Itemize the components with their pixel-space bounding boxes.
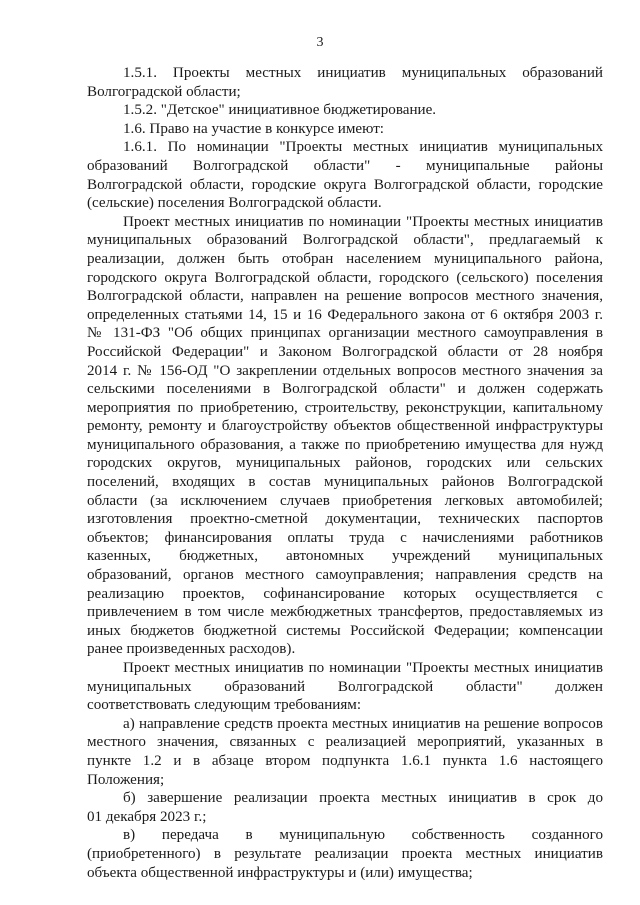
text-line: поселений, входящих в состав муниципальных районов Волгоградской (87, 474, 603, 491)
text-line: казенных, бюджетных, автономных учреждений муниципальных (87, 548, 603, 565)
text-line: сельскими поселениями в Волгоградской области" и должен содержать (87, 381, 603, 398)
text-line: 1.5.2. "Детское" инициативное бюджетирование. (123, 102, 437, 119)
text-line: Проект местных инициатив по номинации "Проекты местных инициатив (123, 660, 603, 676)
text-line: Российской Федерации" и Законом Волгоградской области от 28 ноября (87, 343, 603, 360)
paragraph-p8 (87, 789, 603, 826)
text-line: (сельские) поселения Волгоградской области. (87, 195, 382, 212)
text-line: Волгоградской области; (87, 83, 241, 100)
text-line: образований, органов местного самоуправления; направления средств на (87, 567, 603, 584)
text-line: объекта общественной инфраструктуры и (или) имущества; (87, 864, 473, 881)
text-line: а) направление средств проекта местных инициатив на решение вопросов (123, 715, 603, 732)
text-line: 01 декабря 2023 г.; (87, 808, 207, 825)
text-line: городского округа Волгоградской области, городского (сельского) поселения (87, 269, 603, 286)
text-line: мероприятия по приобретению, строительству, реконструкции, капитальному (87, 399, 603, 416)
text-line: муниципальных образований Волгоградской области" должен (87, 678, 603, 695)
text-line: (приобретенного) в результате реализации проекта местных инициатив (87, 845, 603, 862)
text-line: определенных статьями 14, 15 и 16 Федерального закона от 6 октября 2003 г. (87, 306, 603, 323)
text-line: ранее произведенных расходов). (87, 641, 296, 658)
text-line: б) завершение реализации проекта местных инициатив в срок до (123, 790, 603, 807)
document-body (87, 64, 603, 882)
paragraph-p5 (87, 213, 603, 659)
text-line: 1.5.1. Проекты местных инициатив муниципальных образований (123, 65, 603, 81)
text-line: реализацию проектов, софинансирование которых осуществляется с (87, 585, 603, 602)
text-line: соответствовать следующим требованиям: (87, 697, 362, 714)
text-line: 2014 г. № 156-ОД "О закреплении отдельных вопросов местного значения за (87, 362, 603, 379)
text-line: местного значения, связанных с реализацией мероприятий, указанных в (87, 734, 603, 751)
text-line: объектов; финансирования оплаты труда с начислениями работников (87, 529, 603, 546)
text-line: Проект местных инициатив по номинации "Проекты местных инициатив (123, 213, 603, 230)
paragraph-p1 (87, 64, 603, 101)
text-line: муниципальных образований Волгоградской области", предлагаемый к (87, 232, 603, 249)
text-line: образований Волгоградской области" - муниципальные районы (87, 157, 603, 174)
text-line: реализации, должен быть отобран населением муниципального района, (87, 250, 603, 267)
text-line: Волгоградской области, направлен на решение вопросов местного значения, (87, 288, 603, 305)
text-line: № 131-ФЗ "Об общих принципах организации местного самоуправления в (87, 325, 603, 342)
text-line: городских округов, муниципальных районов, городских или сельских (87, 455, 603, 472)
text-line: области (за исключением случаев приобретения легковых автомобилей; (87, 492, 603, 509)
text-line: 1.6.1. По номинации "Проекты местных инициатив муниципальных (123, 139, 603, 156)
text-line: Волгоградской области, городские округа Волгоградской области, городские (87, 176, 603, 193)
text-line: муниципального образования, а также по приобретению имущества для нужд (87, 436, 603, 453)
text-line: в) передача в муниципальную собственность созданного (123, 827, 603, 844)
text-line: изготовления проектно-сметной документации, технических паспортов (87, 511, 603, 528)
paragraph-p4 (87, 138, 603, 212)
text-line: иных бюджетов бюджетной системы Российской Федерации; компенсации (87, 622, 603, 639)
text-line: ремонту, ремонту и благоустройству объектов общественной инфраструктуры (87, 418, 603, 435)
paragraph-p3 (87, 120, 603, 139)
paragraph-p9 (87, 826, 603, 882)
text-line: 1.6. Право на участие в конкурсе имеют: (123, 120, 384, 137)
paragraph-p2 (87, 101, 603, 120)
text-line: Положения; (87, 771, 165, 788)
paragraph-p7 (87, 715, 603, 789)
page-number: 3 (316, 35, 324, 50)
text-line: привлечением в том числе межбюджетных трансфертов, предоставляемых из (87, 604, 603, 621)
text-line: пункте 1.2 и в абзаце втором подпункта 1.6.1 пункта 1.6 настоящего (87, 752, 603, 769)
paragraph-p6 (87, 659, 603, 715)
